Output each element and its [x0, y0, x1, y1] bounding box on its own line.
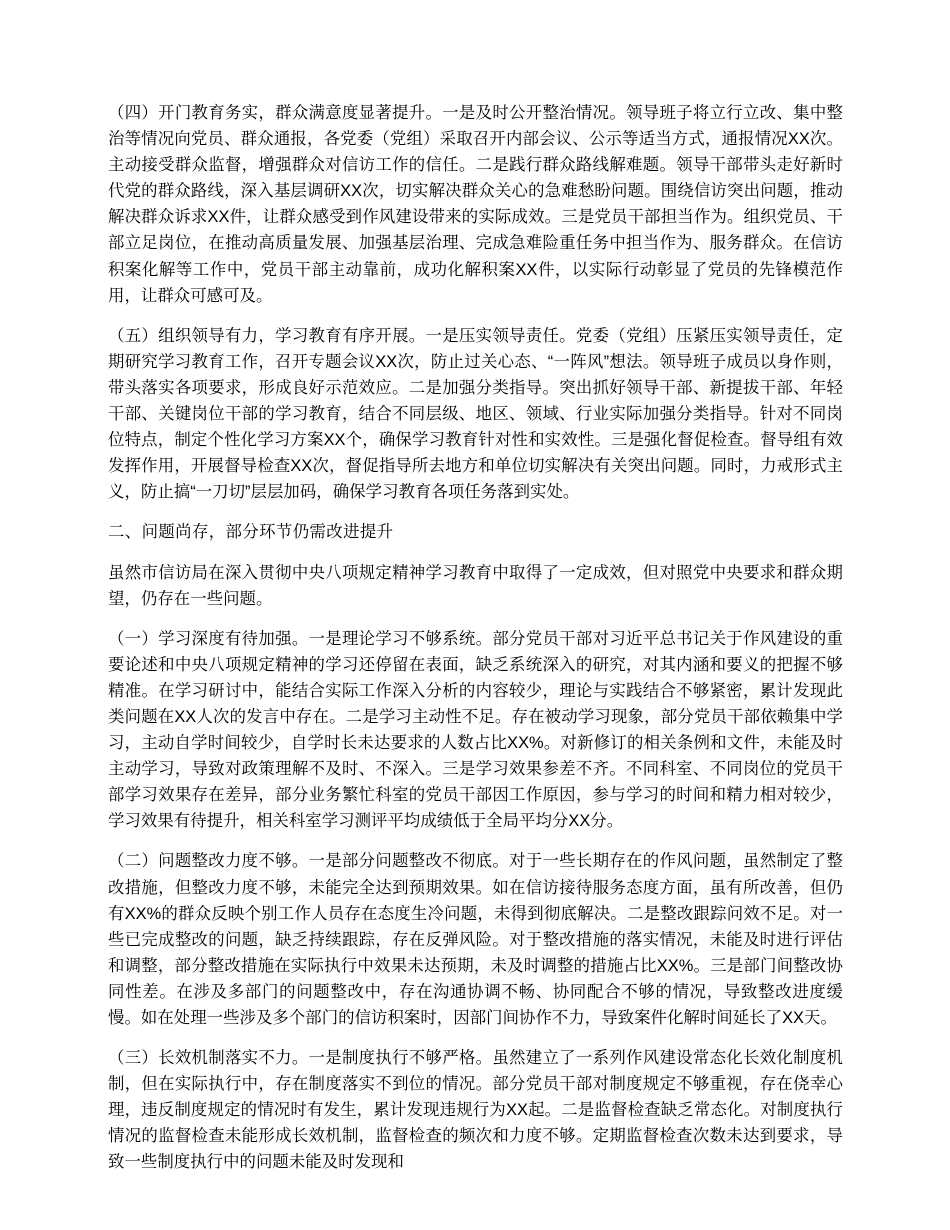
paragraph-section-four: （四）开门教育务实，群众满意度显著提升。一是及时公开整治情况。领导班子将立行立改、集中整治等情况向党员、群众通报，各党委（党组）采取召开内部会议、公示等适当方式，通报情况XX次。主动接受群众监督，增强群众对信访工作的信任。二是践行群众路线解难题。领导干部带头走好新时代党的群众路线，深入基层调研XX次，切实解决群众关心的急难愁盼问题。围绕信访突出问题，推动解决群众诉求XX件，让群众感受到作风建设带来的实际成效。三是党员干部担当作为。组织党员、干部立足岗位，在推动高质量发展、加强基层治理、完成急难险重任务中担当作为、服务群众。在信访积案化解等工作中，党员干部主动靠前，成功化解积案XX件，以实际行动彰显了党员的先锋模范作用，让群众可感可及。 [108, 104, 843, 305]
paragraph-section-five: （五）组织领导有力，学习教育有序开展。一是压实领导责任。党委（党组）压紧压实领导责任，定期研究学习教育工作，召开专题会议XX次，防止过关心态、“一阵风”想法。领导班子成员以身作则，带头落实各项要求，形成良好示范效应。二是加强分类指导。突出抓好领导干部、新提拔干部、年轻干部、关键岗位干部的学习教育，结合不同层级、地区、领域、行业实际加强分类指导。针对不同岗位特点，制定个性化学习方案XX个，确保学习教育针对性和实效性。三是强化督促检查。督导组有效发挥作用，开展督导检查XX次，督促指导所去地方和单位切实解决有关突出问题。同时，力戒形式主义，防止搞“一刀切”层层加码，确保学习教育各项任务落到实处。 [108, 326, 843, 502]
document-body [108, 100, 843, 1176]
paragraph-subsection-two-two: （二）问题整改力度不够。一是部分问题整改不彻底。对于一些长期存在的作风问题，虽然制定了整改措施，但整改力度不够，未能完全达到预期效果。如在信访接待服务态度方面，虽有所改善，但仍有XX%的群众反映个别工作人员存在态度生冷问题，未得到彻底解决。二是整改跟踪问效不足。对一些已完成整改的问题，缺乏持续跟踪，存在反弹风险。对于整改措施的落实情况，未能及时进行评估和调整，部分整改措施在实际执行中效果未达预期，未及时调整的措施占比XX%。三是部门间整改协同性差。在涉及多部门的问题整改中，存在沟通协调不畅、协同配合不够的情况，导致整改进度缓慢。如在处理一些涉及多个部门的信访积案时，因部门间协作不力，导致案件化解时间延长了XX天。 [108, 852, 843, 1027]
paragraph-subsection-two-three: （三）长效机制落实不力。一是制度执行不够严格。虽然建立了一系列作风建设常态化长效化制度机制，但在实际执行中，存在制度落实不到位的情况。部分党员干部对制度规定不够重视，存在侥幸心理，违反制度规定的情况时有发生，累计发现违规行为XX起。二是监督检查缺乏常态化。对制度执行情况的监督检查未能形成长效机制，监督检查的频次和力度不够。定期监督检查次数未达到要求，导致一些制度执行中的问题未能及时发现和 [108, 1049, 843, 1172]
paragraph-section-two-intro: 虽然市信访局在深入贯彻中央八项规定精神学习教育中取得了一定成效，但对照党中央要求和群众期望，仍存在一些问题。 [108, 563, 843, 608]
heading-section-two: 二、问题尚存，部分环节仍需改进提升 [108, 523, 394, 542]
paragraph-subsection-two-one: （一）学习深度有待加强。一是理论学习不够系统。部分党员干部对习近平总书记关于作风建设的重要论述和中央八项规定精神的学习还停留在表面，缺乏系统深入的研究，对其内涵和要义的把握不够精准。在学习研讨中，能结合实际工作深入分析的内容较少，理论与实践结合不够紧密，累计发现此类问题在XX人次的发言中存在。二是学习主动性不足。存在被动学习现象，部分党员干部依赖集中学习，主动自学时间较少，自学时长未达要求的人数占比XX%。对新修订的相关条例和文件，未能及时主动学习，导致对政策理解不及时、不深入。三是学习效果参差不齐。不同科室、不同岗位的党员干部学习效果存在差异，部分业务繁忙科室的党员干部因工作原因，参与学习的时间和精力相对较少，学习效果有待提升，相关科室学习测评平均成绩低于全局平均分XX分。 [108, 629, 843, 831]
